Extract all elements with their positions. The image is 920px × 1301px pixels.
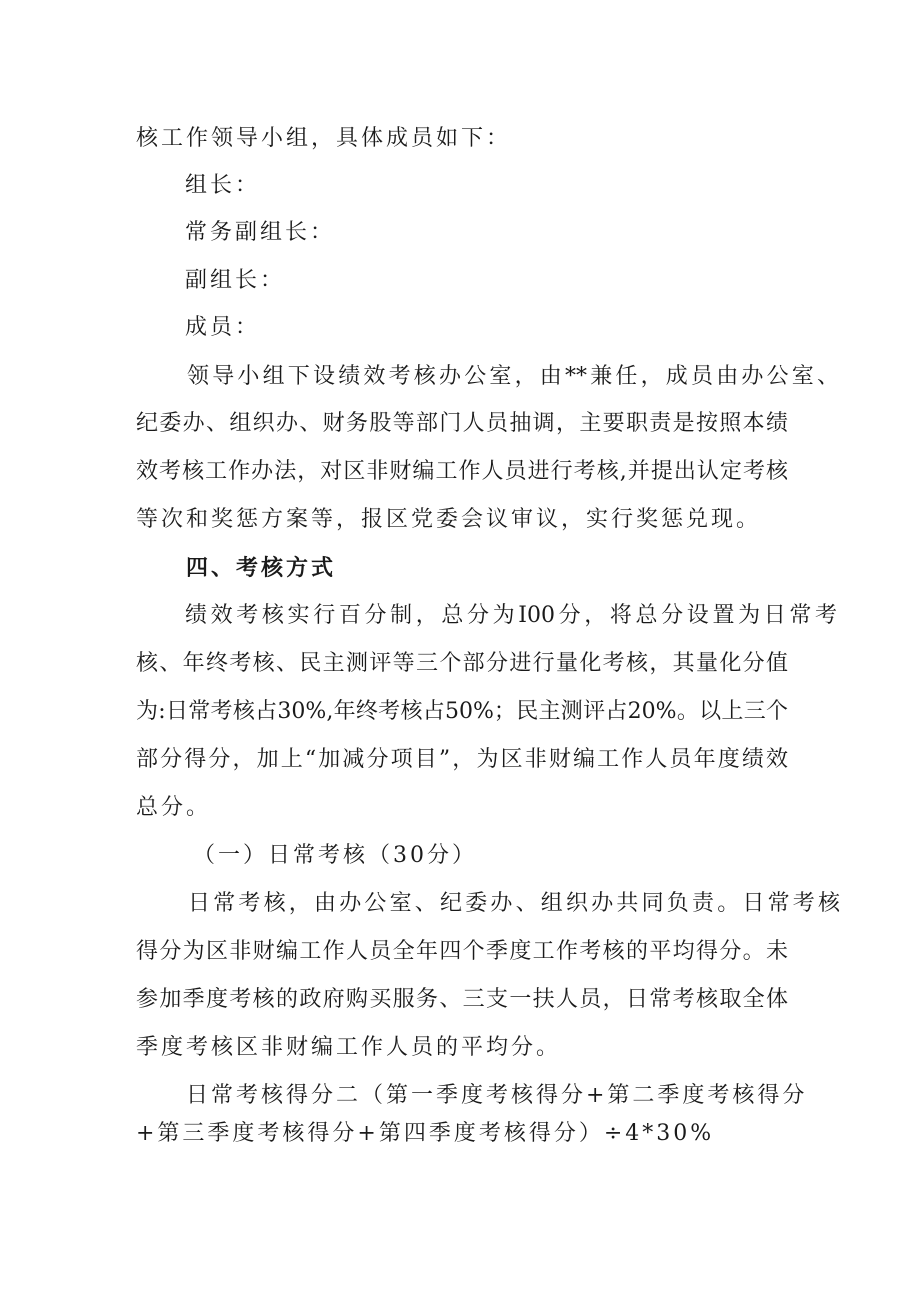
paragraph-line: 核工作领导小组，具体成员如下： — [136, 126, 512, 151]
formula-line: 日常考核得分二（第一季度考核得分+第二季度考核得分 — [186, 1083, 808, 1108]
paragraph-line: 领导小组下设绩效考核办公室，由**兼任，成员由办公室、 — [187, 364, 839, 389]
field-team-leader: 组长： — [185, 173, 261, 198]
paragraph-line: 核、年终考核、民主测评等三个部分进行量化考核，其量化分值 — [136, 651, 788, 676]
field-members: 成员： — [185, 315, 261, 340]
paragraph-line: 部分得分，加上“加减分项目”，为区非财编工作人员年度绩效 — [136, 747, 788, 772]
paragraph-line: 日常考核，由办公室、纪委办、组织办共同负责。日常考核 — [188, 891, 840, 916]
field-executive-deputy-leader: 常务副组长： — [185, 220, 336, 245]
paragraph-line: 纪委办、组织办、财务股等部门人员抽调，主要职责是按照本绩 — [136, 411, 788, 436]
paragraph-line: 总分。 — [136, 795, 212, 820]
subsection-heading: （一）日常考核（30分） — [193, 843, 477, 868]
paragraph-line: 绩效考核实行百分制，总分为I00分，将总分设置为日常考 — [185, 603, 837, 628]
paragraph-line: 为:日常考核占30%,年终考核占50%；民主测评占20%。以上三个 — [136, 699, 788, 724]
paragraph-line: 效考核工作办法，对区非财编工作人员进行考核,并提出认定考核 — [136, 459, 788, 484]
field-deputy-leader: 副组长： — [185, 268, 286, 293]
paragraph-line: 等次和奖惩方案等，报区党委会议审议，实行奖惩兑现。 — [136, 507, 762, 532]
paragraph-line: 得分为区非财编工作人员全年四个季度工作考核的平均得分。未 — [136, 939, 788, 964]
section-heading: 四、考核方式 — [186, 555, 337, 581]
formula-line: +第三季度考核得分+第四季度考核得分）÷4*30% — [136, 1121, 715, 1146]
paragraph-line: 季度考核区非财编工作人员的平均分。 — [136, 1035, 562, 1060]
paragraph-line: 参加季度考核的政府购买服务、三支一扶人员，日常考核取全体 — [136, 987, 788, 1012]
